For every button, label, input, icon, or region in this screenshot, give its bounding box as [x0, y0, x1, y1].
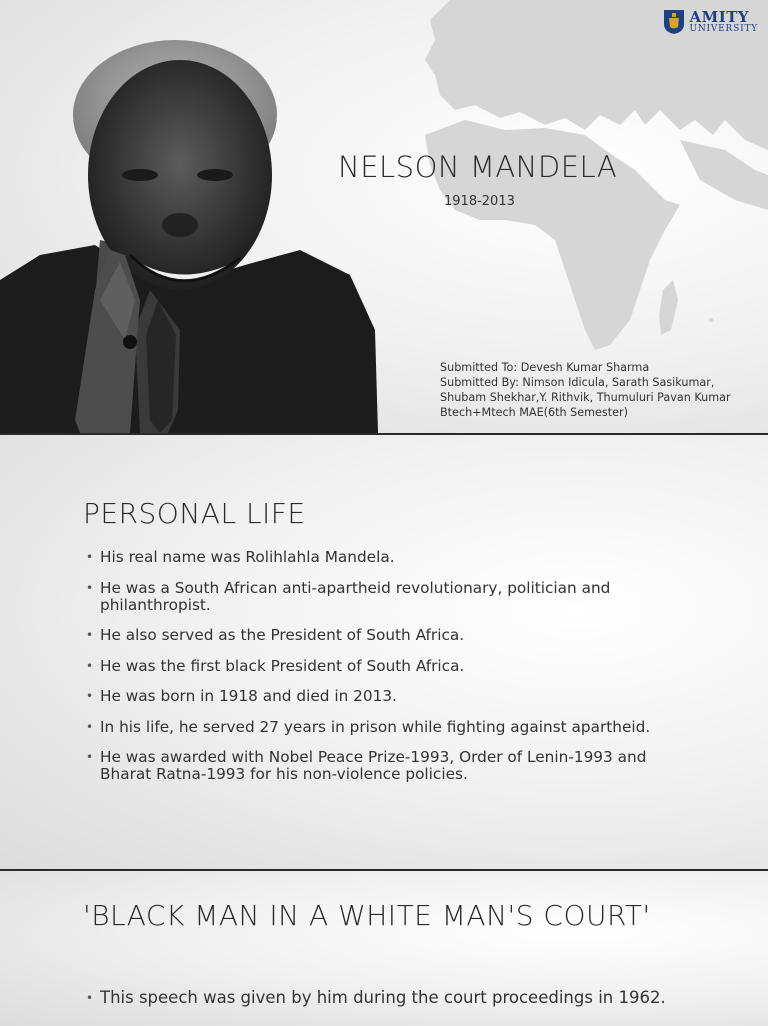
slide-heading: PERSONAL LIFE: [83, 497, 306, 530]
submission-credits: [440, 360, 731, 420]
bullet-item: • He was a South African anti-apartheid revolutionary, politician and philanthropist.: [86, 580, 696, 614]
credit-line: Submitted By: Nimson Idicula, Sarath Sasikumar,: [440, 376, 715, 389]
credit-line: Btech+Mtech MAE(6th Semester): [440, 406, 628, 419]
bullet-list: [86, 549, 696, 797]
court-speech-slide: [0, 871, 768, 1026]
nelson-mandela-portrait: [0, 0, 380, 433]
logo-subtitle: UNIVERSITY: [689, 24, 758, 34]
bullet-item: • He was the first black President of South Africa.: [86, 658, 696, 675]
bullet-item: • He was awarded with Nobel Peace Prize-1993, Order of Lenin-1993 and Bharat Ratna-1993 for his non-violence policies.: [86, 749, 696, 783]
title-slide: [0, 0, 768, 433]
logo-name: AMITY: [689, 8, 750, 26]
bullet-item: • He also served as the President of South Africa.: [86, 627, 696, 644]
bullet-item: • He was born in 1918 and died in 2013.: [86, 688, 696, 705]
bullet-item: • His real name was Rolihlahla Mandela.: [86, 549, 696, 566]
amity-university-logo: [663, 9, 758, 35]
amity-shield-icon: [663, 9, 685, 35]
life-years: 1918-2013: [444, 194, 515, 209]
credit-line: Submitted To: Devesh Kumar Sharma: [440, 361, 650, 374]
bullet-item: • In his life, he served 27 years in prison while fighting against apartheid.: [86, 719, 696, 736]
bullet-item: • This speech was given by him during the court proceedings in 1962.: [86, 989, 706, 1007]
credit-line: Shubam Shekhar,Y. Rithvik, Thumuluri Pavan Kumar: [440, 391, 731, 404]
slide-heading: 'BLACK MAN IN A WHITE MAN'S COURT': [83, 899, 651, 932]
slide-title: NELSON MANDELA: [338, 150, 618, 184]
personal-life-slide: [0, 435, 768, 869]
bullet-list: [86, 989, 706, 1021]
